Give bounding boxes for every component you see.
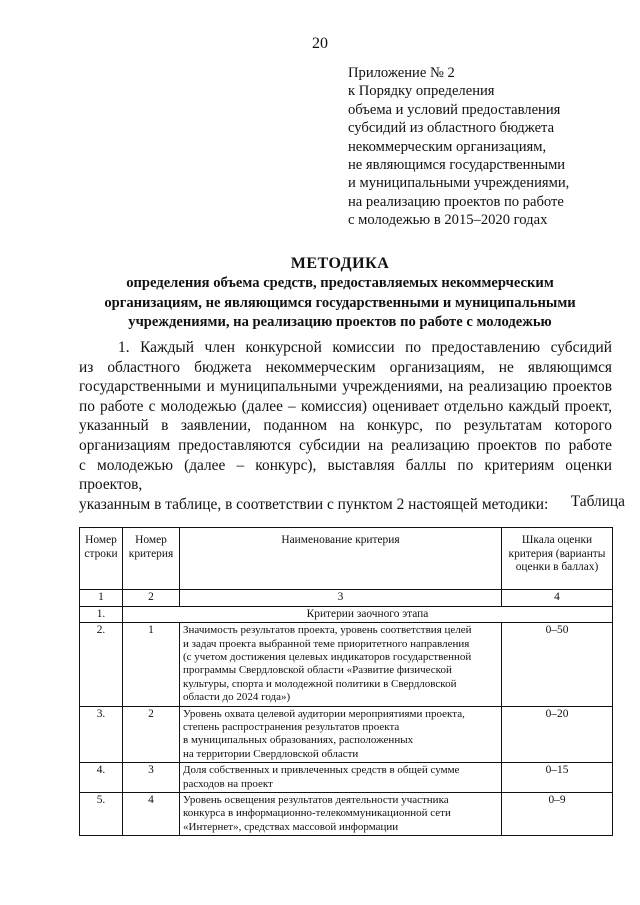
header-criterion-name: Наименование критерия bbox=[180, 528, 502, 590]
paragraph-line: 1. Каждый член конкурсной комиссии по предоставлению субсидий bbox=[118, 339, 612, 356]
row-number: 5. bbox=[80, 793, 123, 836]
criterion-name-line: Уровень охвата целевой аудитории мероприятиями проекта, bbox=[183, 707, 465, 720]
appendix-line: на реализацию проектов по работе bbox=[348, 193, 564, 210]
section-row-number: 1. bbox=[80, 606, 123, 623]
criterion-number: 2 bbox=[123, 706, 180, 763]
row-number: 2. bbox=[80, 623, 123, 706]
document-title: МЕТОДИКА bbox=[290, 255, 390, 272]
body-paragraph bbox=[79, 338, 612, 514]
criterion-name-line: (с учетом достижения целевых индикаторов государственной bbox=[183, 651, 472, 663]
document-subtitle-line: организациям, не являющимся государственными и муниципальными bbox=[104, 294, 576, 311]
criterion-name bbox=[180, 793, 502, 836]
appendix-line: субсидий из областного бюджета bbox=[348, 120, 555, 137]
appendix-line: некоммерческим организациям, bbox=[348, 138, 547, 155]
criterion-number: 1 bbox=[123, 623, 180, 706]
criterion-number: 3 bbox=[123, 763, 180, 793]
appendix-line: к Порядку определения bbox=[348, 83, 495, 100]
criterion-name-line: программы Свердловской области «Развитие физической bbox=[183, 664, 452, 677]
paragraph-line: указанный в заявлении, поданном на конкурс, по результатам которого bbox=[79, 417, 612, 435]
paragraph-line: с молодежью (далее – конкурс), выставляя баллы по критериям оценки проектов, bbox=[79, 456, 612, 494]
document-subtitle-line: учреждениями, на реализацию проектов по работе с молодежью bbox=[128, 314, 552, 330]
criteria-table bbox=[79, 527, 613, 836]
criterion-scale: 0–15 bbox=[502, 763, 613, 793]
paragraph-line: указанным в таблице, в соответствии с пунктом 2 настоящей методики: bbox=[79, 495, 549, 513]
row-number: 4. bbox=[80, 763, 123, 793]
criterion-name-line: «Интернет», средствах массовой информации bbox=[183, 820, 399, 833]
column-number: 4 bbox=[502, 590, 613, 607]
header-row-number: Номер строки bbox=[80, 528, 123, 590]
paragraph-line: по работе с молодежью (далее – комиссия) оценивает отдельно каждый проект, bbox=[79, 397, 612, 415]
criterion-name-line: Доля собственных и привлеченных средств в общей сумме bbox=[183, 764, 460, 777]
header-criterion-number: Номер критерия bbox=[123, 528, 180, 590]
column-number: 2 bbox=[123, 590, 180, 607]
criterion-number: 4 bbox=[123, 793, 180, 836]
criterion-name bbox=[180, 706, 502, 763]
table-row bbox=[80, 623, 613, 706]
appendix-line: Приложение № 2 bbox=[348, 65, 455, 81]
criterion-name-line: расходов на проект bbox=[183, 777, 273, 790]
table-row bbox=[80, 763, 613, 793]
header-scale: Шкала оценки критерия (варианты оценки в баллах) bbox=[502, 528, 613, 590]
document-subtitle-line: определения объема средств, предоставляемых некоммерческим bbox=[126, 275, 554, 291]
criterion-name-line: на территории Свердловской области bbox=[183, 747, 359, 760]
criterion-name bbox=[180, 763, 502, 793]
appendix-line: объема и условий предоставления bbox=[348, 101, 561, 118]
paragraph-line: из областного бюджета некоммерческим организациям, не являющимся bbox=[79, 358, 612, 376]
column-number-row bbox=[80, 590, 613, 607]
criterion-scale: 0–20 bbox=[502, 706, 613, 763]
criterion-scale: 0–9 bbox=[502, 793, 613, 836]
criterion-name-line: степень распространения результатов проекта bbox=[183, 721, 400, 734]
row-number: 3. bbox=[80, 706, 123, 763]
criterion-scale: 0–50 bbox=[502, 623, 613, 706]
column-number: 1 bbox=[80, 590, 123, 607]
appendix-line: с молодежью в 2015–2020 годах bbox=[348, 212, 548, 229]
table-row bbox=[80, 793, 613, 836]
appendix-note bbox=[348, 64, 638, 230]
document-heading bbox=[50, 254, 630, 333]
section-row bbox=[80, 606, 613, 623]
criterion-name-line: культуры, спорта и молодежной политики в Свердловской bbox=[183, 677, 457, 690]
criterion-name-line: области до 2024 года») bbox=[183, 691, 291, 704]
column-number: 3 bbox=[180, 590, 502, 607]
section-row-label: Критерии заочного этапа bbox=[123, 606, 613, 623]
paragraph-line: государственными и муниципальными учреждениями, на реализацию проектов bbox=[79, 378, 612, 396]
criterion-name-line: Значимость результатов проекта, уровень соответствия целей bbox=[183, 624, 472, 637]
criterion-name-line: конкурса в информационно-телекоммуникационной сети bbox=[183, 807, 451, 820]
appendix-line: не являющимся государственными bbox=[348, 157, 566, 174]
criterion-name-line: Уровень освещения результатов деятельности участника bbox=[183, 794, 449, 807]
table-header-row bbox=[80, 528, 613, 590]
paragraph-line: организациям предоставляются субсидии на реализацию проектов по работе bbox=[79, 436, 612, 454]
criterion-name bbox=[180, 623, 502, 706]
table-caption: Таблица bbox=[570, 493, 625, 510]
criterion-name-line: и задач проекта выбранной теме приоритетного направления bbox=[183, 637, 470, 650]
page-number: 20 bbox=[312, 35, 328, 52]
table-row bbox=[80, 706, 613, 763]
criterion-name-line: в муниципальных образованиях, расположенных bbox=[183, 734, 414, 747]
appendix-line: и муниципальными учреждениями, bbox=[348, 175, 570, 192]
